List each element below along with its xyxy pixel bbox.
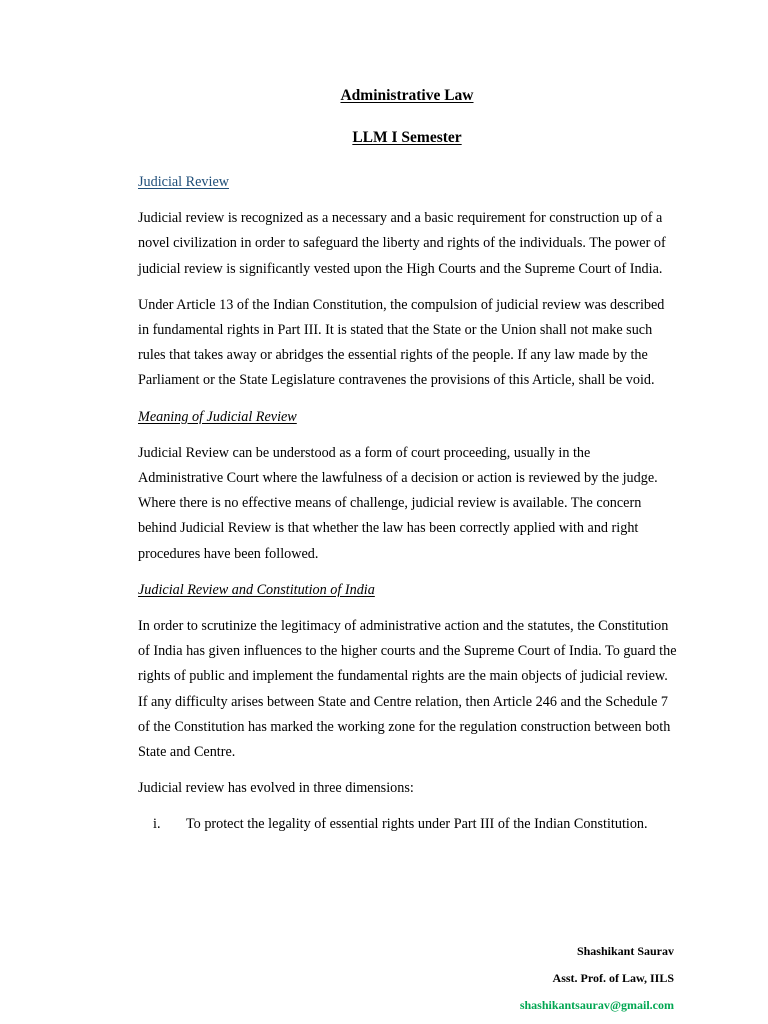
signature-block — [520, 938, 674, 1019]
paragraph-article-13: Under Article 13 of the Indian Constitution, the compulsion of judicial review was described in fundamental rights in Part III. It is stated that the State or the Union shall not make such rules that takes away or abridges the essential rights of the people. If any law made by the Parliament or the State Legislature contravenes the provisions of this Article, shall be void. — [138, 296, 665, 389]
list-item-marker: i. — [153, 816, 161, 833]
paragraph-constitution: In order to scrutinize the legitimacy of administrative action and the statutes, the Constitution of India has given influences to the higher courts and the Supreme Court of India. To guard the rights of public and implement the fundamental rights are the main objects of judicial review. If any difficulty arises between State and Centre relation, then Article 246 and the Schedule 7 of the Constitution has marked the working zone for the regulation construction between both State and Centre. — [138, 618, 677, 761]
section-heading-judicial-review: Judicial Review — [138, 174, 230, 190]
section-heading-constitution: Judicial Review and Constitution of India — [138, 581, 375, 598]
paragraph-intro: Judicial review is recognized as a necessary and a basic requirement for construction up of a novel civilization in order to safeguard the liberty and rights of the individuals. The power of judicial review is significantly vested upon the High Courts and the Supreme Court of India. — [138, 210, 666, 277]
list-item-text: To protect the legality of essential rights under Part III of the Indian Constitution. — [186, 816, 648, 833]
section-heading-meaning: Meaning of Judicial Review — [138, 408, 297, 425]
list-item — [138, 812, 678, 837]
author-email: shashikantsaurav@gmail.com — [519, 998, 674, 1012]
document-subtitle: LLM I Semester — [352, 129, 462, 146]
document-body — [138, 170, 678, 838]
paragraph-meaning: Judicial Review can be understood as a form of court proceeding, usually in the Administrative Court where the lawfulness of a decision or action is reviewed by the judge. Where there is no effective means of challenge, judicial review is available. The concern behind Judicial Review is that whether the law has been correctly applied with and right procedures have been followed. — [138, 444, 658, 562]
paragraph-dimensions: Judicial review has evolved in three dimensions: — [138, 780, 414, 797]
author-name: Shashikant Saurav — [576, 944, 674, 958]
dimensions-list — [138, 812, 678, 837]
author-role: Asst. Prof. of Law, IILS — [552, 971, 674, 985]
document-title: Administrative Law — [340, 87, 474, 104]
